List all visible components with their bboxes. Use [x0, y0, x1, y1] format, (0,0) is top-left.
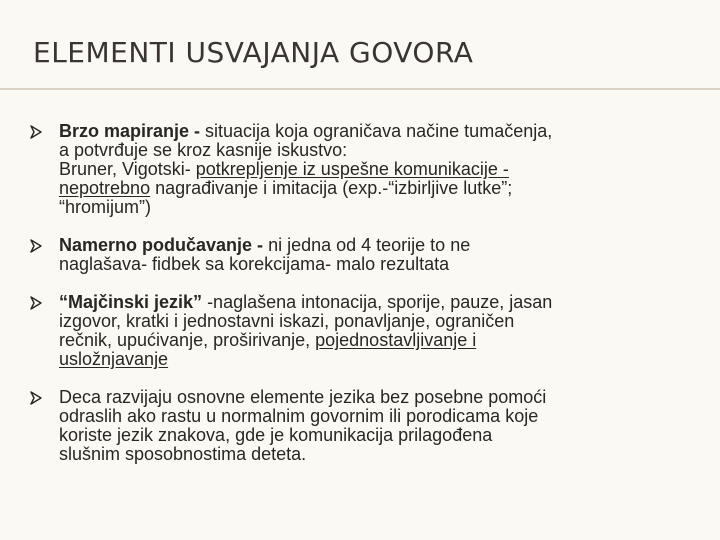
- arrowhead-bullet-icon: [28, 236, 44, 255]
- bullet-text: rečnik, upućivanje, proširivanje,: [59, 330, 316, 350]
- bullet-label: “Majčinski jezik”: [59, 292, 203, 312]
- bullet-line: [59, 179, 676, 198]
- bullet-line: [59, 293, 676, 312]
- title-divider: [0, 88, 720, 90]
- arrowhead-bullet-icon: [28, 293, 44, 312]
- bullet-item-deca-razvijaju: [36, 388, 676, 464]
- bullet-line: [59, 331, 676, 350]
- bullet-line: [59, 122, 676, 141]
- bullet-text: naglašava- fidbek sa korekcijama- malo rezultata: [59, 254, 450, 274]
- bullet-text: ni jedna od 4 teorije to ne: [268, 235, 471, 255]
- bullet-line: [59, 236, 676, 255]
- bullet-line: [59, 407, 676, 426]
- underlined-text: potkrepljenje iz uspešne komunikacije -: [195, 159, 509, 179]
- bullet-line: [59, 445, 676, 464]
- bullet-label: Namerno podučavanje -: [59, 235, 269, 255]
- bullet-line: [59, 350, 676, 369]
- bullet-text: “hromijum”): [59, 197, 151, 217]
- bullet-line: [59, 255, 676, 274]
- bullet-text: situacija koja ograničava načine tumačenja,: [205, 121, 553, 141]
- bullet-label: Brzo mapiranje -: [59, 121, 206, 141]
- bullet-text: nagrađivanje i imitacija (exp.-“izbirljive lutke”;: [150, 178, 513, 198]
- bullet-line: [59, 312, 676, 331]
- bullet-item-majcinski-jezik: [36, 293, 676, 369]
- bullet-text: Deca razvijaju osnovne elemente jezika bez posebne pomoći: [59, 387, 547, 407]
- bullet-list: [36, 122, 676, 464]
- arrowhead-bullet-icon: [28, 122, 44, 141]
- bullet-line: [59, 141, 676, 160]
- bullet-text: Bruner, Vigotski-: [59, 159, 196, 179]
- slide-title: ELEMENTI USVAJANJA GOVORA: [33, 36, 474, 69]
- bullet-text: koriste jezik znakova, gde je komunikacija prilagođena: [59, 425, 493, 445]
- bullet-item-namerno-poducavanje: [36, 236, 676, 274]
- underlined-text: nepotrebno: [59, 178, 151, 198]
- arrowhead-bullet-icon: [28, 388, 44, 407]
- bullet-line: [59, 388, 676, 407]
- bullet-text: odraslih ako rastu u normalnim govornim ili porodicama koje: [59, 406, 539, 426]
- bullet-line: [59, 198, 676, 217]
- underlined-text: usložnjavanje: [59, 349, 169, 369]
- bullet-text: izgovor, kratki i jednostavni iskazi, ponavljanje, ograničen: [59, 311, 515, 331]
- underlined-text: pojednostavljivanje i: [315, 330, 477, 350]
- bullet-text: -naglašena intonacija, sporije, pauze, jasan: [202, 292, 553, 312]
- bullet-line: [59, 426, 676, 445]
- bullet-text: a potvrđuje se kroz kasnije iskustvo:: [59, 140, 348, 160]
- bullet-item-brzo-mapiranje: [36, 122, 676, 217]
- bullet-line: [59, 160, 676, 179]
- bullet-text: slušnim sposobnostima deteta.: [59, 444, 307, 464]
